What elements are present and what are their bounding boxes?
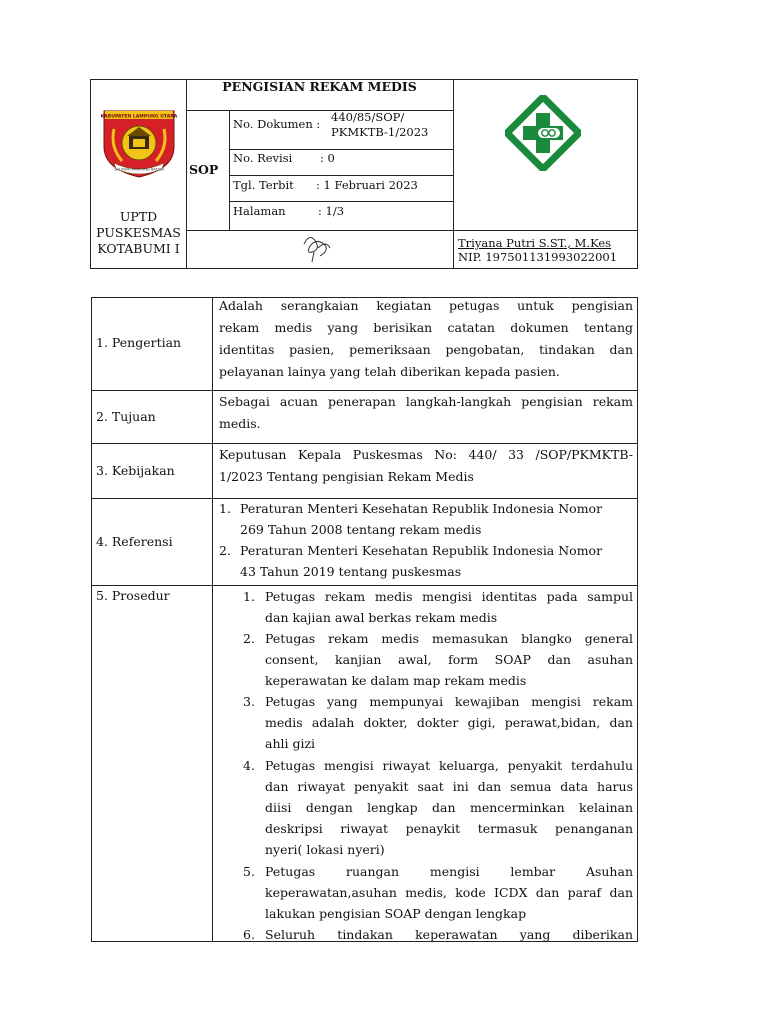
text-line: pelayanan lainya yang telah diberikan kepada pasien. — [219, 364, 560, 379]
org-line-3: KOTABUMI I — [97, 241, 180, 256]
page-title: PENGISIAN REKAM MEDIS — [222, 79, 417, 94]
list-line: nyeri( lokasi nyeri) — [265, 842, 385, 857]
list-line: Petugas rekam medis memasukan blangko general — [265, 631, 633, 646]
text-line: rekam medis yang berisikan catatan dokumen tentang — [219, 320, 633, 335]
page-value: : 1/3 — [318, 204, 345, 218]
list-line: Petugas ruangan mengisi lembar Asuhan — [265, 864, 633, 879]
list-line: consent, kanjian awal, form SOAP dan asuhan — [265, 652, 633, 667]
emblem-text-bottom: SAI BUMI KAMPUNG BADAN — [114, 167, 164, 172]
text-line: Keputusan Kepala Puskesmas No: 440/ 33 /SOP/PKMKTB- — [219, 447, 633, 462]
list-line: dan riwayat penyakit saat ini dan semua data harus — [265, 779, 633, 794]
list-line: ahli gizi — [265, 736, 316, 751]
text-line: Adalah serangkaian kegiatan petugas untuk pengisian — [219, 298, 633, 313]
list-number: 2. — [243, 631, 255, 646]
list-line: Seluruh tindakan keperawatan yang diberikan — [265, 927, 633, 942]
text-line: medis. — [219, 416, 261, 431]
list-line: Peraturan Menteri Kesehatan Republik Indonesia Nomor — [240, 543, 603, 558]
doc-number-value-1: 440/85/SOP/ — [331, 110, 405, 124]
doc-number-value-2: PKMKTB-1/2023 — [331, 125, 429, 139]
list-line: Petugas rekam medis mengisi identitas pada sampul — [265, 589, 633, 604]
text-line: 1/2023 Tentang pengisian Rekam Medis — [219, 469, 474, 484]
list-number: 5. — [243, 864, 255, 879]
revision-label: No. Revisi — [233, 151, 293, 165]
list-number: 1. — [243, 589, 255, 604]
list-line: Petugas mengisi riwayat keluarga, penyakit terdahulu — [265, 758, 633, 773]
tujuan-text — [219, 391, 633, 435]
revision-value: : 0 — [320, 151, 335, 165]
signer-nip: NIP. 197501131993022001 — [458, 250, 618, 264]
text-line: Sebagai acuan penerapan langkah-langkah pengisian rekam — [219, 394, 633, 409]
list-number: 2. — [219, 543, 231, 558]
list-number: 1. — [219, 501, 231, 516]
list-line: medis adalah dokter, dokter gigi, perawat,bidan, dan — [265, 715, 633, 730]
kebijakan-text — [219, 444, 633, 488]
issue-date-label: Tgl. Terbit — [233, 178, 294, 192]
list-number: 3. — [243, 694, 255, 709]
emblem-text-top: KABUPATEN LAMPUNG UTARA — [100, 114, 178, 120]
doc-number-label: No. Dokumen : — [233, 117, 321, 131]
org-line-2: PUSKESMAS — [96, 225, 181, 240]
signer-name: Triyana Putri S.ST., M.Kes — [458, 236, 612, 250]
list-line: 269 Tahun 2008 tentang rekam medis — [240, 522, 482, 537]
issue-date-value: : 1 Februari 2023 — [316, 178, 418, 192]
section-label-kebijakan: 3. Kebijakan — [96, 463, 175, 478]
list-line: 43 Tahun 2019 tentang puskesmas — [240, 564, 462, 579]
list-number: 6. — [243, 927, 255, 942]
list-line: keperawatan ke dalam map rekam medis — [265, 673, 527, 688]
list-line: Peraturan Menteri Kesehatan Republik Indonesia Nomor — [240, 501, 603, 516]
text-line: identitas pasien, pemeriksaan pengobatan, tindakan dan — [219, 342, 633, 357]
page-label: Halaman — [233, 204, 286, 218]
section-label-prosedur: 5. Prosedur — [96, 588, 170, 603]
list-line: deskripsi riwayat penaykit termasuk penanganan — [265, 821, 633, 836]
kabupaten-emblem-icon — [100, 107, 178, 179]
sop-label: SOP — [189, 162, 219, 177]
list-line: Petugas yang mempunyai kewajiban mengisi rekam — [265, 694, 633, 709]
section-label-pengertian: 1. Pengertian — [96, 335, 182, 350]
pengertian-text — [219, 295, 633, 383]
section-label-referensi: 4. Referensi — [96, 534, 173, 549]
list-line: dan kajian awal berkas rekam medis — [265, 610, 498, 625]
list-item — [219, 540, 633, 582]
org-line-1: UPTD — [119, 209, 158, 224]
signature-icon — [296, 230, 336, 264]
list-line: diisi dengan lengkap dan mencerminkan kelainan — [265, 800, 633, 815]
list-item — [219, 498, 633, 540]
org-name — [91, 209, 186, 257]
section-label-tujuan: 2. Tujuan — [96, 409, 156, 424]
puskesmas-logo-icon — [505, 95, 581, 171]
list-line: keperawatan,asuhan medis, kode ICDX dan paraf dan — [265, 885, 633, 900]
list-number: 4. — [243, 758, 255, 773]
list-line: lakukan pengisian SOAP dengan lengkap — [265, 906, 527, 921]
